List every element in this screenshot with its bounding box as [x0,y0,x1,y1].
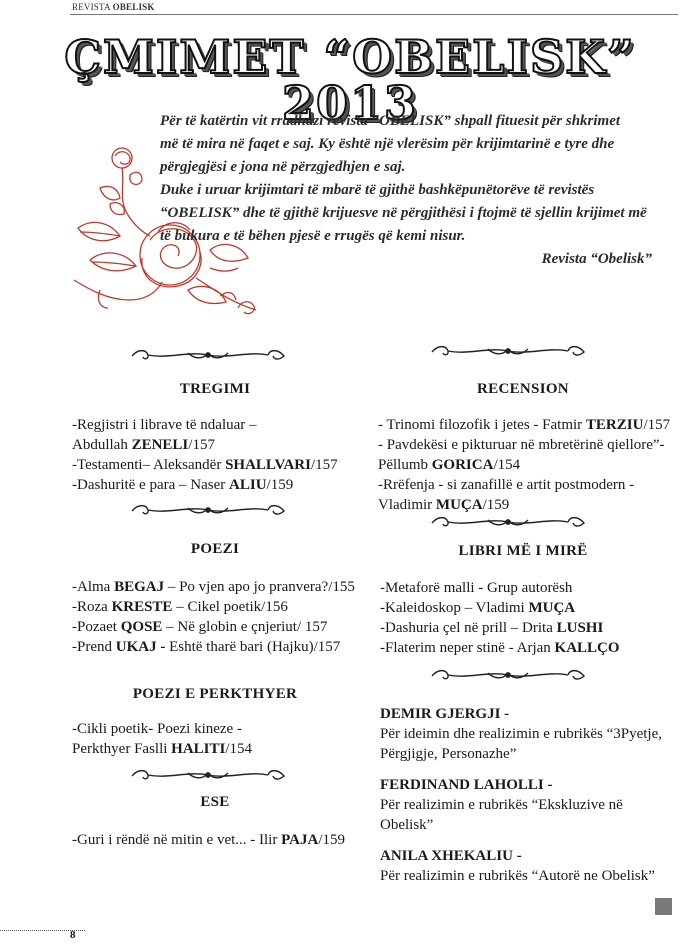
list-item: -Roza KRESTE – Cikel poetik/156 [72,599,288,615]
header-rule [70,14,678,15]
list-item: -Testamenti– Aleksandër SHALLVARI/157 [72,457,338,473]
list-item: -Regjistri i librave të ndaluar – [72,417,257,433]
list-item: -Rrëfenja - si zanafillë e artit postmodern - [378,477,635,493]
list-item: -Guri i rëndë në mitin e vet... - Ilir PAJA/159 [72,832,345,848]
award-demir-gjergji [380,704,662,764]
ornament-divider-icon [428,343,588,359]
intro-line: përgjegjësi e jona në përzgjedhjen e saj. [160,159,406,175]
award-line: Për realizimin e rubrikës “Autorë ne Obelisk” [380,868,655,884]
page-title: ÇMIMET “OBELISK” 2013 [64,30,636,130]
intro-line: më të mira në faqet e saj. Ky është një vlerësim për krijimtarinë e tyre dhe [160,136,615,152]
award-line: Për ideimin dhe realizimin e rubrikës “3Pyetje, [380,726,662,742]
section-title-poezi-perkthyer: POEZI E PERKTHYER [132,686,298,702]
award-name: FERDINAND LAHOLLI - [380,777,553,793]
award-line: Përgjigje, Personazhe” [380,746,517,762]
award-anila-xhekaliu [380,846,655,886]
ornament-divider-icon [128,347,288,363]
list-item: -Metaforë malli - Grup autorësh [380,580,573,596]
list-item: -Kaleidoskop – Vladimi MUÇA [380,600,576,616]
list-item: -Pozaet QOSE – Në globin e çnjeriut/ 157 [72,619,328,635]
ornament-divider-icon [428,667,588,683]
section-title-ese: ESE [200,794,230,810]
section-title-recension: RECENSION [477,381,569,397]
list-item: - Trinomi filozofik i jetes - Fatmir TERZIU/157 [378,417,671,433]
list-poezi [72,577,355,657]
section-title-tregimi: TREGIMI [179,381,251,397]
list-item: Abdullah ZENELI/157 [72,437,215,453]
page-number: 8 [70,929,76,941]
header-label-prefix: REVISTA [72,2,111,12]
list-item: - Pavdekësi e pikturuar në mbretërinë qiellore”- [378,437,665,453]
header-label [72,2,155,12]
list-item: -Cikli poetik- Poezi kineze - [72,721,242,737]
list-item: -Flaterim neper stinë - Arjan KALLÇO [380,640,620,656]
list-item: Vladimir MUÇA/159 [378,497,510,513]
intro-line: Për të katërtin vit rradhazi revista “OBELISK” shpall fituesit për shkrimet [160,113,621,129]
ornament-divider-icon [128,502,288,518]
list-tregimi [72,415,338,495]
list-item: -Alma BEGAJ – Po vjen apo jo pranvera?/155 [72,579,355,595]
award-ferdinand-laholli [380,775,623,835]
intro-line: “OBELISK” dhe të gjithë krijuesve në përgjithësi i ftojmë të sjellin krijimet më [160,205,647,221]
award-name: DEMIR GJERGJI - [380,706,510,722]
intro-signature: Revista “Obelisk” [541,251,652,267]
list-item: Perkthyer Faslli HALITI/154 [72,741,253,757]
ornament-divider-icon [428,514,588,530]
award-name: ANILA XHEKALIU - [380,848,522,864]
list-libri [380,578,620,658]
list-poezi-perkthyer [72,719,252,759]
list-item: -Dashuria çel në prill – Drita LUSHI [380,620,604,636]
header-label-bold: OBELISK [112,2,155,12]
intro-line: të bukura e të bëhen pjesë e rrugës që kemi nisur. [160,228,466,244]
list-ese [72,830,345,850]
intro-line: Duke i uruar krijimtari të mbarë të gjithë bashkëpunëtorëve të revistës [160,182,595,198]
list-recension [378,415,670,515]
corner-square-icon [655,898,672,915]
list-item: -Prend UKAJ - Eshtë tharë bari (Hajku)/157 [72,639,341,655]
award-line: Obelisk” [380,817,434,833]
award-line: Për realizimin e rubrikës “Ekskluzive në [380,797,623,813]
intro-text [160,110,660,271]
section-title-poezi: POEZI [190,541,240,557]
list-item: Pëllumb GORICA/154 [378,457,521,473]
list-item: -Dashuritë e para – Naser ALIU/159 [72,477,294,493]
section-title-libri: LIBRI MË I MIRË [458,543,588,559]
ornament-divider-icon [128,767,288,783]
